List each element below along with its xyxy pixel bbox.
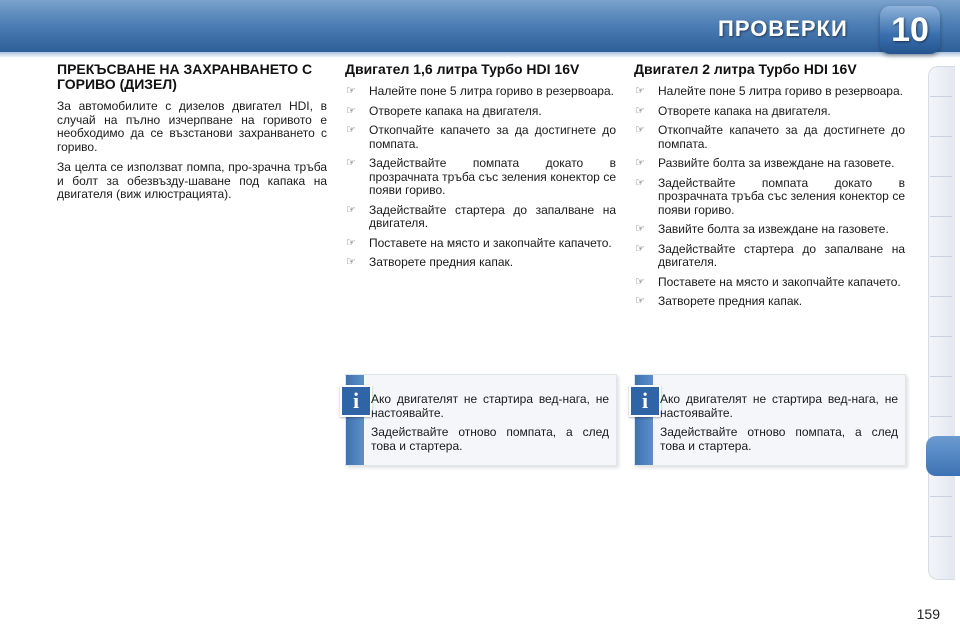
tab-divider	[930, 336, 952, 337]
pointing-hand-icon: ☞	[635, 124, 645, 136]
chapter-number-badge: 10	[880, 6, 940, 54]
step-text: Налейте поне 5 литра гориво в резервоара.	[658, 84, 903, 98]
engine-20-column	[634, 62, 905, 315]
pointing-hand-icon: ☞	[635, 242, 645, 255]
step-text: Завийте болта за извеждане на газовете.	[658, 222, 889, 236]
pointing-hand-icon: ☞	[635, 176, 645, 189]
info-icon: i	[340, 385, 372, 417]
info-box	[345, 374, 617, 466]
tab-divider	[930, 136, 952, 137]
pointing-hand-icon: ☞	[346, 85, 356, 97]
info-line: Задействайте отново помпата, а след това и стартера.	[660, 425, 898, 453]
tab-divider	[930, 376, 952, 377]
engine-16-column	[345, 62, 616, 276]
engine-16-steps	[345, 85, 616, 270]
step-item	[634, 243, 905, 270]
step-item	[634, 223, 905, 237]
step-text: Отворете капака на двигателя.	[658, 103, 831, 118]
step-item	[634, 177, 905, 218]
chapter-tab-rail	[928, 66, 955, 580]
pointing-hand-icon: ☞	[635, 157, 645, 169]
tab-divider	[930, 496, 952, 497]
engine-16-heading: Двигател 1,6 литра Турбо HDI 16V	[345, 61, 580, 77]
step-item	[345, 204, 616, 231]
page-number: 159	[916, 606, 940, 622]
intro-paragraph: За автомобилите с дизелов двигател HDI, в случай на пълно изчерпване на горивото е необходимо да се възстанови захранването с гориво.	[57, 99, 327, 154]
step-text: Развийте болта за извеждане на газовете.	[658, 156, 895, 170]
pointing-hand-icon: ☞	[346, 256, 356, 268]
step-text: Задействайте помпата докато в прозрачната тръба със зеления конектор се появи гориво.	[369, 156, 616, 197]
step-text: Задействайте стартера до запалване на двигателя.	[369, 202, 616, 230]
tab-divider	[930, 96, 952, 97]
pointing-hand-icon: ☞	[635, 85, 645, 97]
pointing-hand-icon: ☞	[635, 275, 645, 288]
pointing-hand-icon: ☞	[346, 124, 356, 136]
step-text: Откопчайте капачето за да достигнете до помпата.	[369, 123, 616, 151]
pointing-hand-icon: ☞	[635, 223, 645, 235]
tab-divider	[930, 416, 952, 417]
step-item	[634, 295, 905, 309]
step-text: Затворете предния капак.	[658, 294, 803, 308]
step-text: Задействайте стартера до запалване на двигателя.	[658, 241, 905, 269]
step-text: Поставете на място и закопчайте капачето.	[658, 274, 901, 289]
step-item	[345, 237, 616, 251]
step-text: Затворете предния капак.	[369, 255, 514, 269]
pointing-hand-icon: ☞	[635, 295, 645, 307]
info-line: Ако двигателят не стартира вед-нага, не настоявайте.	[660, 392, 898, 420]
pointing-hand-icon: ☞	[346, 236, 356, 249]
pointing-hand-icon: ☞	[346, 203, 356, 216]
tab-divider	[930, 296, 952, 297]
tab-divider	[930, 536, 952, 537]
step-text: Налейте поне 5 литра гориво в резервоара.	[369, 84, 614, 98]
info-line: Ако двигателят не стартира вед-нага, не настоявайте.	[371, 392, 609, 420]
pointing-hand-icon: ☞	[346, 104, 356, 117]
step-item	[345, 157, 616, 198]
info-text	[660, 393, 898, 459]
step-text: Поставете на място и закопчайте капачето.	[369, 235, 612, 250]
step-item	[634, 124, 905, 151]
info-line: Задействайте отново помпата, а след това и стартера.	[371, 425, 609, 453]
step-text: Задействайте помпата докато в прозрачната тръба със зеления конектор се появи гориво.	[658, 175, 905, 217]
step-item	[634, 105, 905, 119]
chapter-title: ПРОВЕРКИ	[718, 16, 848, 41]
step-item	[634, 85, 905, 99]
step-item	[634, 276, 905, 290]
step-item	[345, 256, 616, 270]
engine-20-steps	[634, 85, 905, 309]
pointing-hand-icon: ☞	[635, 104, 645, 117]
intro-column	[57, 62, 327, 209]
step-item	[634, 157, 905, 171]
header-shadow	[0, 52, 960, 58]
tab-divider	[930, 176, 952, 177]
intro-paragraph: За целта се използват помпа, про-зрачна тръба и болт за обезвъзду-шаване под капака на двигателя (виж илюстрацията).	[57, 160, 327, 201]
engine-20-heading: Двигател 2 литра Турбо HDI 16V	[634, 61, 857, 77]
step-item	[345, 105, 616, 119]
pointing-hand-icon: ☞	[346, 157, 356, 169]
tab-divider	[930, 216, 952, 217]
step-text: Отворете капака на двигателя.	[369, 103, 542, 118]
step-item	[345, 85, 616, 99]
tab-divider	[930, 256, 952, 257]
info-box	[634, 374, 906, 466]
section-heading: ПРЕКЪСВАНЕ НА ЗАХРАНВАНЕТО С ГОРИВО (ДИЗЕЛ)	[57, 61, 313, 92]
info-text	[371, 393, 609, 459]
step-item	[345, 124, 616, 151]
active-chapter-tab[interactable]	[926, 436, 960, 476]
step-text: Откопчайте капачето за да достигнете до помпата.	[658, 123, 905, 151]
info-icon: i	[629, 385, 661, 417]
